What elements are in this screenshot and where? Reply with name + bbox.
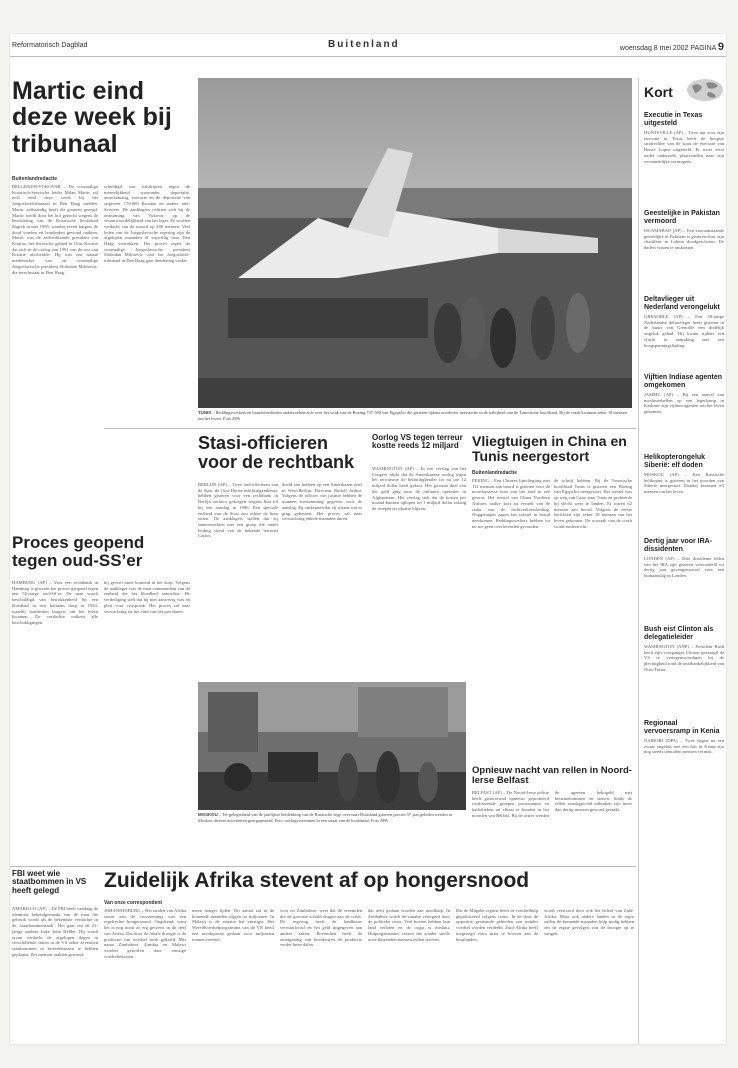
opnieuw-text: BELFAST (AP) – De Noord-Ierse politie heeft gisteravond opnieuw geprobeerd rivaliserende groepen protestanten en katholieken uit elkaar te houden in het noorden van Belfast. Bij de acties werden de agenten bekogeld met benzinebommen en stenen. Sinds de rellen zondagavond uitbraken zijn meer dan dertig mensen gewond geraakt. [472, 790, 632, 818]
kort-item-text: ISLAMABAD (AP) – Een vooraanstaande geestelijke in Pakistan is gisteren door zijn chauffeur in Lahore doodgeschoten. De daders wisten te ontkomen. [644, 228, 724, 251]
proces-col-2: bij gevoel moet komend in het dorp. Volgens de aanklager was de man commandant van de eenheid die het bloedbad aanrichtte. De verdediging stelt dat hij niet aanwezig was en pleit voor vrijspraak. Het proces zal naar verwachting tot het eind van het jaar duren. [104, 580, 190, 614]
proces-headline: Proces geopend tegen oud-SS’er [12, 533, 145, 570]
kort-item-headline: Helikopterongeluk Siberië: elf doden [644, 454, 706, 469]
afrika-byline: Van onze correspondent [104, 900, 163, 906]
vliegtuigen-byline: Buitenlandredactie [472, 470, 518, 476]
afrika-col-3: voor en Zimbabwe, weet dat de vreemden die de grootste schuld dragen aan de crisis. De regering heeft de landbouw verwaarloosd en het geld uitgegeven aan andere zaken. Bovendien heeft de onteigening van boerderijen de productie verder laten dalen. [280, 908, 362, 948]
kort-item-headline: Geestelijke in Pakistan vermoord [644, 210, 720, 225]
afrika-col-6: wordt verstoord door ook het beleid van Zuid-Afrika. Maar ook andere landen in de regio zullen de komende maanden hulp nodig hebben om de ergste gevolgen van de droogte op te vangen. [544, 908, 634, 936]
kort-item-text: HUNTSVILLE (AP) – Twee uur voor zijn executie in Texas heeft de hoogste strafrechter van de staat de executie van Betsie Lopez uitgesteld. Er moet eerst nader onderzoek plaatsvinden naar zijn verstandelijke vermogens. [644, 130, 724, 164]
section-title: Buitenland [328, 39, 400, 50]
kort-item-text: JAMMU (AP) – Bij een aanval van moslimrebellen op een legerkamp in Kashmir zijn vijftien agenten om het leven gekomen. [644, 392, 724, 415]
column-divider [638, 78, 639, 1044]
martic-col-1b [12, 270, 98, 404]
kort-item-text: LONDEN (AP) – Drie dissidente leden van het IRA zijn gisteren veroordeeld tot dertig jaar gevangenisstraf voor een bomaanslag in Londen. [644, 556, 724, 579]
oorlog-text: WASHINGTON (AP) – In een verslag van het Congres blijkt dat de Amerikaanse oorlog tegen het terrorisme de belastingbetaler tot nu toe 12 miljard dollar heeft gekost. Het grootste deel van het geld ging naar de militaire operaties in Afghanistan. Het verslag stelt dat de kosten per maand kunnen oplopen tot 1 miljard dollar zolang de troepen ter plaatse blijven. [372, 466, 466, 511]
moskou-photo [198, 682, 466, 810]
plane-crash-photo [198, 78, 632, 408]
martic-col-1: BELGRADO/VUKOVAR – De voormalige Kroatisch-Servische leider Milan Martic zal zich eind deze week bij het Joegoslaviëtribunaal in Den Haag melden. Martic zelfstandig heeft dit gisteren gezegd. Martic wordt door het hof gezocht wegens de beschieting van de Kroatische hoofdstad Zagreb in mei 1995, waarbij zeven burgers de dood vonden en honderden gewond raakten. Martic was de zelfverklaarde president van Krajina, het Servische gebied in Oost-Kroatië dat zich in de oorlog van 1991 van de rest van Kroatië afscheidde. Hij was een naaste medewerker van de voormalige Joegoslavische president Slobodan Milosevic, die terechtstaat in Den Haag. [12, 184, 98, 275]
proces-col-1: HAMBURG (AP) – Voor een rechtbank in Hamburg is gisteren het proces geopend tegen een 92-jarige oud-SS’er. De man wordt beschuldigd van betrokkenheid bij een bloedbad in een Italiaans dorp in 1944, waarbij honderden burgers om het leven kwamen. De verdachte ontkent alle beschuldigingen. [12, 580, 98, 625]
stasi-headline: Stasi-officieren voor de rechtbank [198, 433, 355, 472]
kort-item-text: NAIROBI (DPA) – Twee dagen na een zwaar ongeluk met een bus in Kenia zijn nog steeds tientallen mensen vermist. [644, 738, 724, 755]
kort-item-headline: Deltavlieger uit Nederland verongelukt [644, 296, 720, 311]
publication-name: Reformatorisch Dagblad [12, 42, 88, 49]
divider [10, 866, 636, 867]
page-date: woensdag 8 mei 2002 PAGINA 9 [619, 41, 724, 53]
martic-byline: Buitenlandredactie [12, 176, 58, 182]
newspaper-page [10, 34, 726, 1044]
kort-title: Kort [644, 84, 673, 100]
kort-item-headline: Executie in Texas uitgesteld [644, 112, 703, 127]
vliegtuigen-headline: Vliegtuigen in China en Tunis neergestort [472, 433, 627, 464]
kort-item-headline: Vijftien Indiase agenten omgekomen [644, 374, 723, 389]
afrika-col-1: JOHANNESBURG – Het zuiden van Afrika stuurt aan de voorzienings van een regelrechte hongersnood. Ongekend, want het is nog nooit zo erg geweest in dit deel van Afrika. Dat door de lokale droogte is de productie van voedsel sterk gedaald. Met name Zimbabwe, Zambia en Malawi worden getroffen door ernstige voedseltekorten. [104, 908, 186, 959]
moskou-caption: MOSKOU – Ter gelegenheid van de jaarlijkse herdenking van de Russische zege over nazi-Duitsland gisteren precies 57 jaar geleden werden in Moskou diverse activiteiten georganiseerd. Foto: oorlogsveteranen in een straat van de hoofdstad. Foto EPA [198, 812, 453, 823]
fbi-headline: FBI weet wie staatbommen in VS heeft gelegd [12, 869, 87, 895]
fbi-text: AMARILLO (AP) – De FBI heeft vandaag de identiteit bekendgemaakt van de man die gebruik wordt als de bekendste verdachte in de ‘staatbommenzaak’. Het gaat om de 21-jarige student Luke John Helder. Hij wordt ervan verdacht de afgelopen dagen in verschillende staten in de VS zeker zeventien staatbommen in brievenbussen te hebben geplaatst. Zes mensen raakten gewond. [12, 906, 98, 957]
moskou-image [198, 682, 466, 810]
kort-item-headline: Regionaal vervoersramp in Kenia [644, 720, 720, 735]
afrika-col-5: Dat de Mugabe-regime heeft de voedselhulp gepolitiseerd volgens critici. In de door de oppositie gesteunde gebieden zou minder voedsel worden verdeeld. Zuid-Afrika heeft toegezegd extra mais te leveren aan de buurlanden. [456, 908, 538, 942]
kort-item-headline: Bush eist Clinton als delegatieleider [644, 626, 714, 641]
oorlog-headline: Oorlog VS tegen terreur kostte reeds 12 miljard [372, 433, 463, 451]
martic-col-2: schuldigd van misdrijven tegen de menselijkheid waaronder deportatie, onrechtmatig, executie en de deportatie van ongeveer 170.000 Kroaten en andere niet-Serviërs. De aanklagers richtten zich bij de ontruiming van Vukovar op de verantwoordelijkheid van het leger. Ze worden verdacht van de moord op 200 mensen. Veel leden van de Joegoslavische regering zijn de afgelopen maanden al vrijwillig naar Den Haag vertrokken. Het proces tegen de voormalige Joegoslavische president Slobodan Milosevic voor het Joegoslavië-tribunaal in Den Haag gaat donderdag verder. [104, 184, 190, 264]
afrika-col-4: dat reeft gedaan worden aan noodhulp. In Zimbabwe wordt de situatie verergerd door de politieke crisis. Veel boeren hebben hun land verlaten en de oogst is mislukt. Hulporganisaties vrezen dat zonder snelle actie duizenden mensen zullen sterven. [368, 908, 450, 942]
opnieuw-headline: Opnieuw nacht van rellen in Noord-Ierse Belfast [472, 765, 632, 786]
afrika-col-2: meen honger lijden. Dit aantal zal in de komende maanden stijgen tot miljoenen. In Malawi is de situatie het ernstigst. Het Wereldvoedselprogramma van de VN heeft een noodoproep gedaan voor miljoenen tonnen voedsel. [192, 908, 274, 942]
divider [104, 428, 636, 429]
kort-item-text: WASHINGTON (ANP) – President Bush heeft zijn voorganger Clinton gevraagd de VS te vertegenwoordigen bij de plechtigheid rond de onafhankelijkheid van Oost-Timor. [644, 644, 724, 672]
kort-item-headline: Dertig jaar voor IRA-dissidenten [644, 538, 713, 553]
martic-headline: Martic eind deze week bij tribunaal [12, 77, 172, 158]
globe-icon [686, 78, 724, 102]
vliegtuigen-col-2: de schrijf hebben. Bij de Tunesische hoofdstad Tunis is gisteren een Boeing van EgyptAir neergestort. Het toestel was op weg van Caïro naar Tunis en probeerde bij slecht weer te landen. Er waren 62 mensen aan boord. Volgens de eerste berichten zijn zeker 18 mensen om het leven gekomen. De oorzaak van de crash wordt onderzocht. [554, 478, 632, 529]
stasi-col-1: BERLIJN (AP) – Twee oud-officieren van de Stasi, de Oost-Duitse inlichtingendienst, hebben gisteren voor een rechtbank in Berlijn verhoor gekregen wegens hun rol bij een aanslag in 1986. Een speciale eenheid van de Stasi zou achter de bom zitten. De aanklagers stellen dat zij samenwerkten met een groep die onder leiding stond van de bekende terrorist Carlos. [198, 482, 278, 539]
stasi-col-2: doeld zou hebben op een Amerikaans doel in West-Berlijn. Directeur Rudolf Arthur. Volgens de officier van justitie hebben de mannen toestemming gegeven voor de aanslag. Zij ontkennen dat zij wisten wat er ging gebeuren. Het proces zal naar verwachting enkele maanden duren. [282, 482, 362, 522]
kort-item-text: MOSKOU (AP) – Een Russische helikopter is gisteren in het noorden van Siberië neergestort. Daarbij kwamen elf mensen om het leven. [644, 472, 724, 495]
page-header [10, 34, 726, 57]
plane-crash-image [198, 78, 632, 408]
afrika-headline: Zuidelijk Afrika stevent af op hongersnood [104, 869, 530, 892]
vliegtuigen-col-1: PEKING – Een Chinees lijnvliegtuig met 112 mensen aan boord is gisteren voor de noordoosterse kust van het land in zee gestort. Het toestel van China Northern Airlines raakte kort na vertrek van de radar van de luchtverkeersleiding. Ooggetuigen zagen het toestel in brand neerkomen. Reddingswerkers hebben tot nu toe geen overlevenden gevonden. [472, 478, 550, 529]
main-photo-caption: TUNIS – Reddingswerkers en brandweerlieden onderzoeken zich over het wrak van de Boeing 737-500 van EgyptAir die gisteren tijdens noodweer neerstortte in de nabijheid van de Tunesische hoofdstad. Bij de crash kwamen zeker 18 mensen om het leven. Foto EPA [198, 410, 627, 421]
kort-item-text: GRENOBLE (AP) – Een 38-jarige Nederlandse deltavlieger heeft gisteren in de buurt van Grenoble een dodelijk ongeluk gehad. Hij kwam tijdens een vlucht in aanraking met een hoogspanningsleiding. [644, 314, 724, 348]
